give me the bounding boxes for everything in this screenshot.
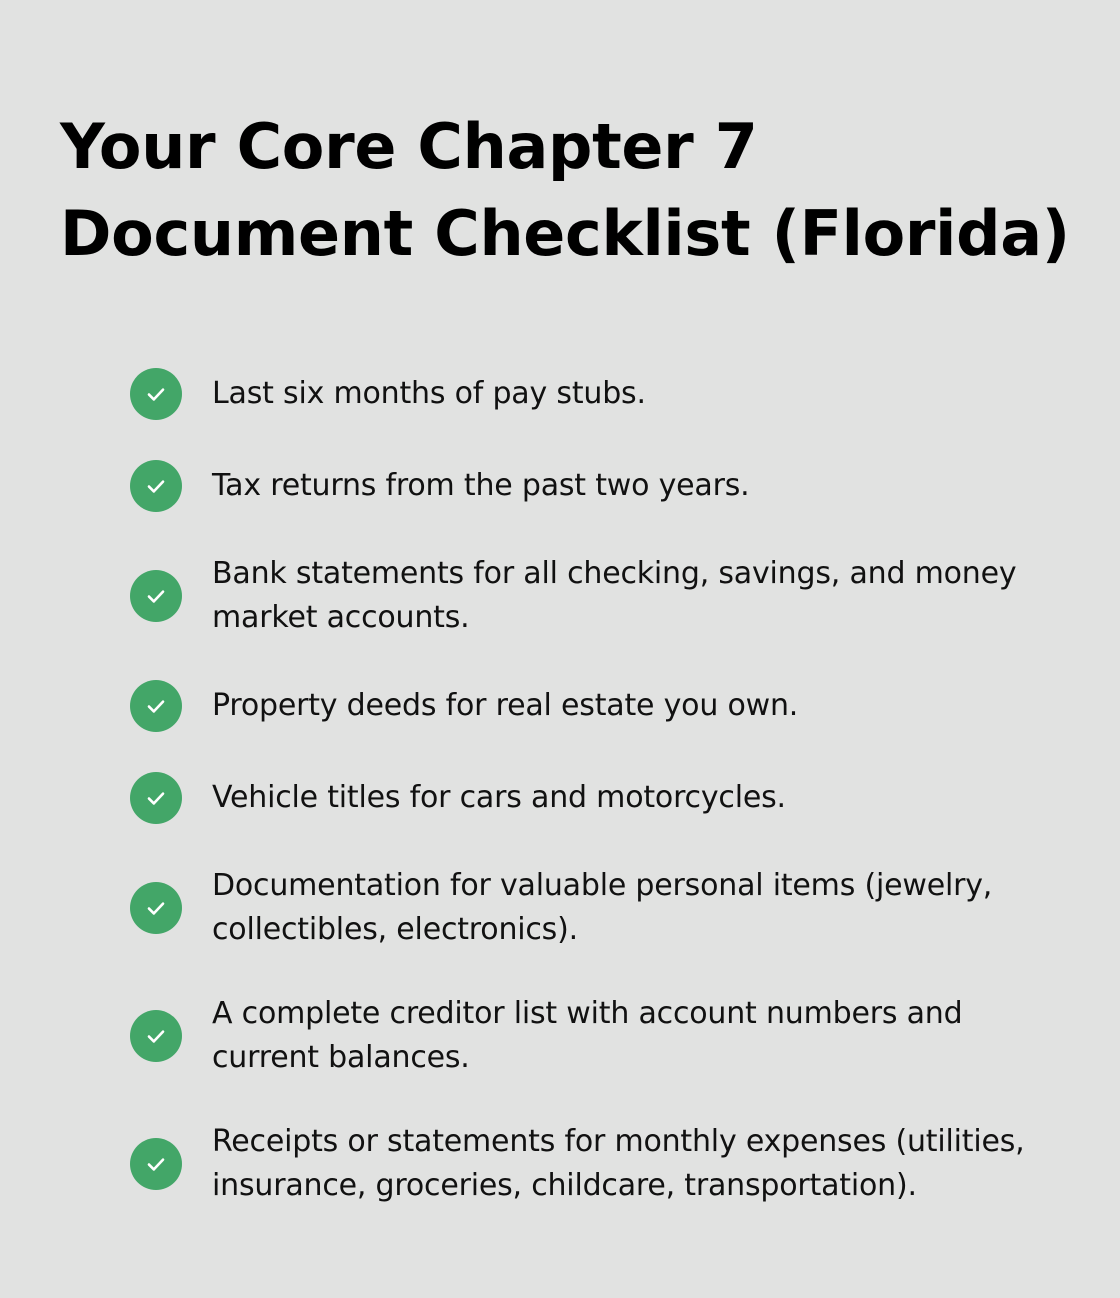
checklist-item-label: Property deeds for real estate you own. [212,688,799,723]
checklist-item [130,460,1030,512]
checklist-item [130,772,1030,824]
checklist-item-label: Bank statements for all checking, savings, and money market accounts. [212,556,1017,635]
check-icon [130,460,182,512]
checklist-item [130,552,1030,640]
checklist-item-label: A complete creditor list with account numbers and current balances. [212,996,963,1075]
check-icon [130,1010,182,1062]
check-icon [130,680,182,732]
checklist-item [130,864,1030,952]
checklist-item-label: Documentation for valuable personal items (jewelry, collectibles, electronics). [212,868,993,947]
checklist-item-label: Vehicle titles for cars and motorcycles. [212,780,786,815]
checklist-item [130,1120,1030,1208]
checklist-item [130,680,1030,732]
check-icon [130,882,182,934]
check-icon [130,1138,182,1190]
checklist-item-label: Tax returns from the past two years. [212,468,750,503]
check-icon [130,368,182,420]
checklist-item-label: Last six months of pay stubs. [212,376,646,411]
check-icon [130,772,182,824]
page-title: Your Core Chapter 7 Document Checklist (Florida) [60,110,1070,270]
checklist-item [130,992,1030,1080]
check-icon [130,570,182,622]
checklist-item-label: Receipts or statements for monthly expenses (utilities, insurance, groceries, childcare, transportation). [212,1124,1025,1203]
checklist-item [130,368,1030,420]
